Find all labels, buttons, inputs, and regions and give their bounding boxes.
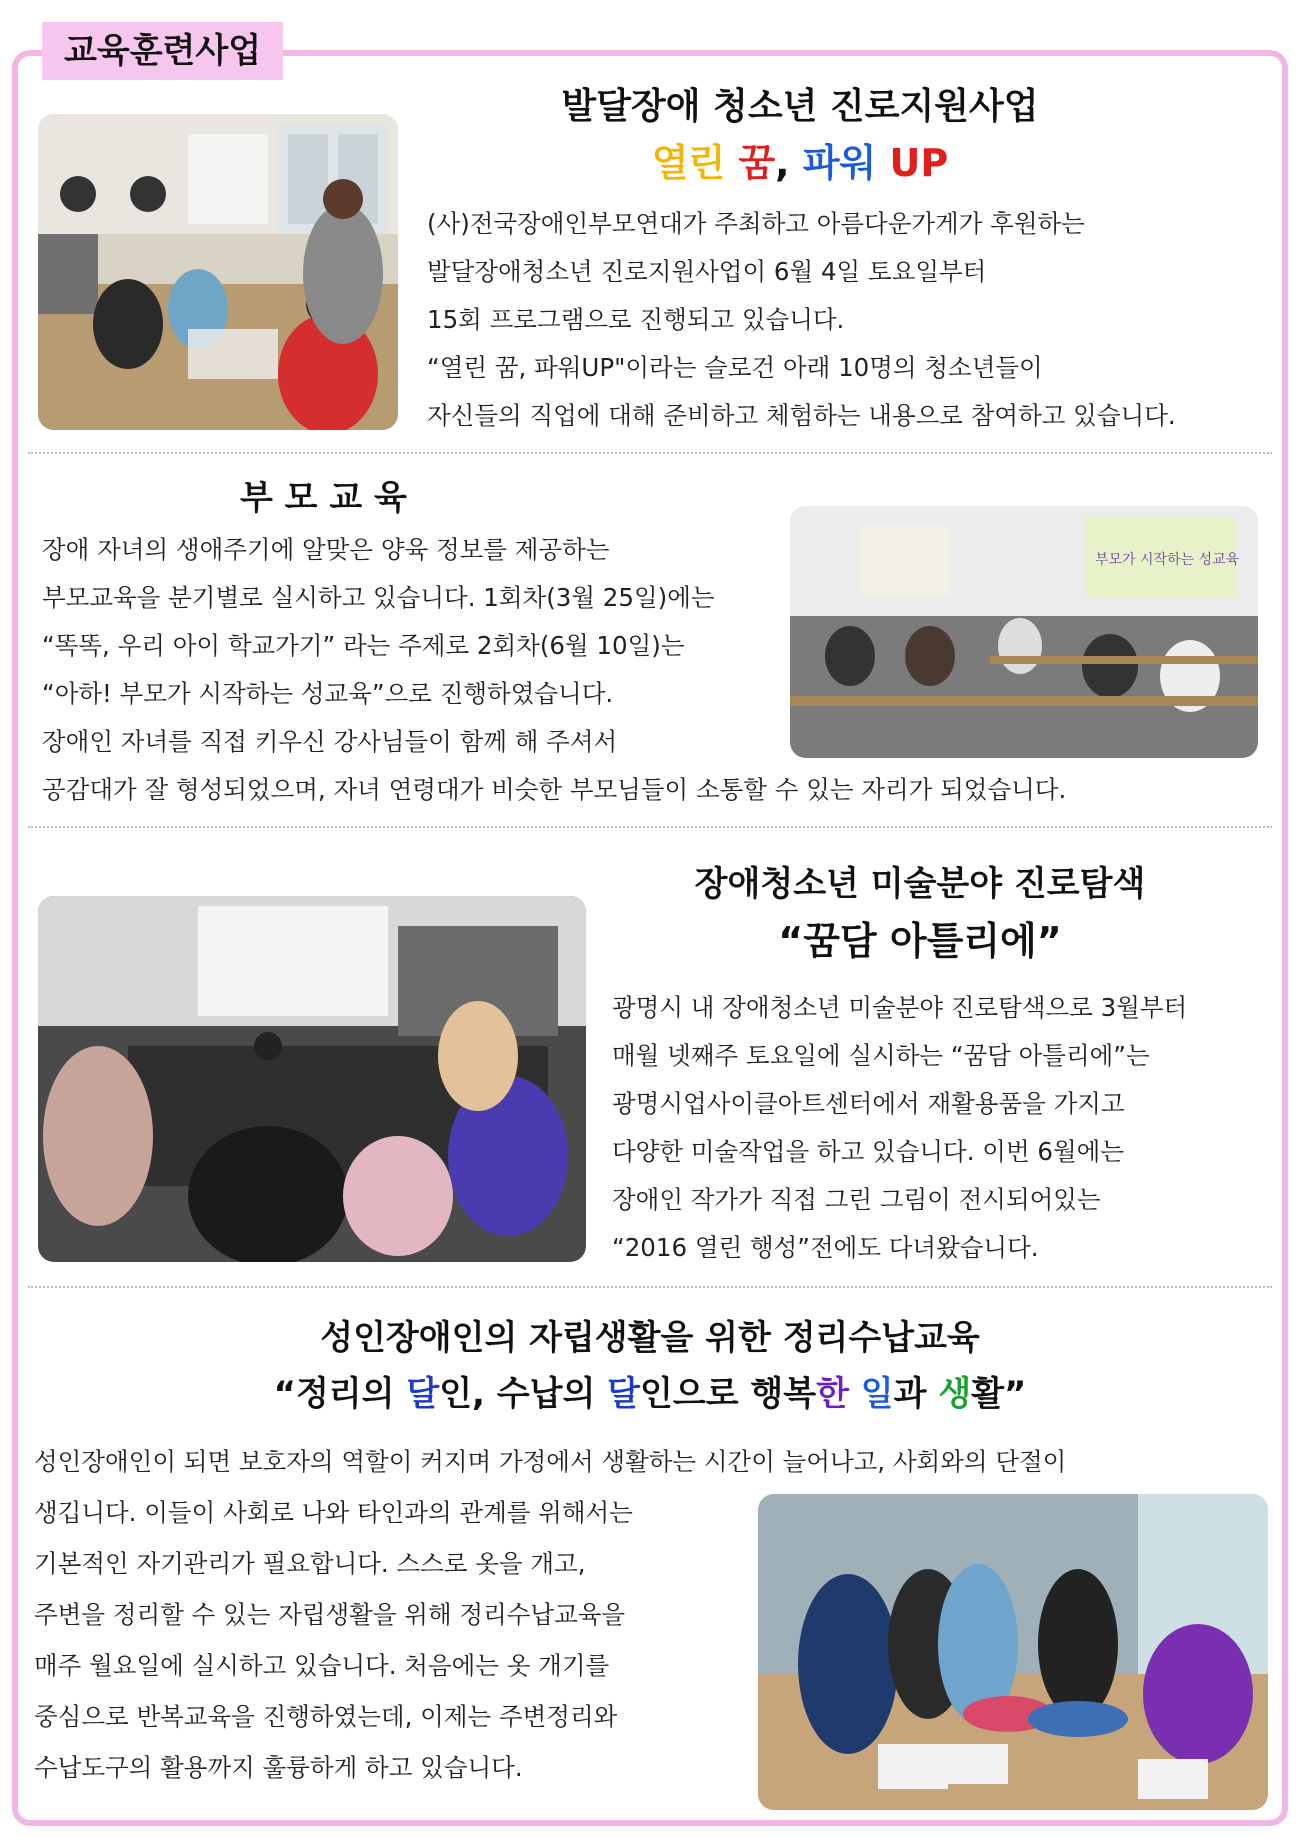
section-divider xyxy=(28,452,1272,454)
body-line: 장애인 작가가 직접 그린 그림이 전시되어있는 xyxy=(612,1185,1101,1214)
subtitle-part: “정리의 xyxy=(273,1374,407,1414)
body-line: 부모교육을 분기별로 실시하고 있습니다. 1회차(3월 25일)에는 xyxy=(42,583,715,612)
body-line: 매주 월요일에 실시하고 있습니다. 처음에는 옷 개기를 xyxy=(34,1651,610,1680)
section1-subtitle xyxy=(440,132,1160,187)
subtitle-part: 달 xyxy=(607,1374,641,1414)
body-line: 기본적인 자기관리가 필요합니다. 스스로 옷을 개고, xyxy=(34,1549,586,1578)
body-line: “열린 꿈, 파워UP"이라는 슬로건 아래 10명의 청소년들이 xyxy=(427,353,1043,382)
subtitle-part: , xyxy=(775,141,803,185)
section4-subtitle xyxy=(30,1366,1270,1415)
subtitle-part: 한 xyxy=(816,1374,849,1414)
body-line: “똑똑, 우리 아이 학교가기” 라는 주제로 2회차(6월 10일)는 xyxy=(42,631,685,660)
section2-title: 부 모 교 육 xyxy=(240,478,407,518)
section3-title: 장애청소년 미술분야 진로탐색 xyxy=(694,864,1146,904)
body-line: 공감대가 잘 형성되었으며, 자녀 연령대가 비슷한 부모님들이 소통할 수 있는 자리가 되었습니다. xyxy=(42,775,1067,804)
section1-title: 발달장애 청소년 진로지원사업 xyxy=(561,86,1039,127)
body-line: 수납도구의 활용까지 훌륭하게 하고 있습니다. xyxy=(34,1753,523,1782)
body-line: 주변을 정리할 수 있는 자립생활을 위해 정리수납교육을 xyxy=(34,1600,626,1629)
body-line: 장애인 자녀를 직접 키우신 강사님들이 함께 해 주셔서 xyxy=(42,727,618,756)
subtitle-part: 꿈 xyxy=(738,141,776,185)
subtitle-part: 파워 xyxy=(802,141,877,185)
subtitle-part: 달 xyxy=(406,1374,440,1414)
body-line: 생깁니다. 이들이 사회로 나와 타인과의 관계를 위해서는 xyxy=(34,1498,633,1527)
body-line: “2016 열린 행성”전에도 다녀왔습니다. xyxy=(612,1233,1039,1262)
body-line: 발달장애청소년 진로지원사업이 6월 4일 토요일부터 xyxy=(427,257,987,286)
section3-subtitle: “꿈담 아틀리에” xyxy=(778,919,1062,963)
body-line: 15회 프로그램으로 진행되고 있습니다. xyxy=(427,305,845,334)
subtitle-part: 인으로 행복 xyxy=(640,1374,817,1414)
subtitle-part: 활” xyxy=(971,1374,1027,1414)
body-line: 광명시업사이클아트센터에서 재활용품을 가지고 xyxy=(612,1089,1125,1118)
section-divider xyxy=(28,826,1272,828)
section-divider xyxy=(28,1286,1272,1288)
section4-body xyxy=(34,1436,1066,1793)
body-line: 매월 넷째주 토요일에 실시하는 “꿈담 아틀리에”는 xyxy=(612,1041,1150,1070)
subtitle-part: 인, 수납의 xyxy=(439,1374,608,1414)
photo-youth-career-class xyxy=(38,114,398,430)
body-line: 중심으로 반복교육을 진행하였는데, 이제는 주변정리와 xyxy=(34,1702,618,1731)
subtitle-part: 열린 xyxy=(651,141,726,185)
subtitle-part: UP xyxy=(876,141,949,185)
section-header-tab: 교육훈련사업 xyxy=(42,22,283,80)
body-line: (사)전국장애인부모연대가 주최하고 아름다운가게가 후원하는 xyxy=(427,209,1085,238)
section4-title: 성인장애인의 자립생활을 위한 정리수납교육 xyxy=(320,1318,980,1358)
subtitle-part: 과 xyxy=(893,1374,939,1414)
body-line: 다양한 미술작업을 하고 있습니다. 이번 6월에는 xyxy=(612,1137,1124,1166)
body-line: “아하! 부모가 시작하는 성교육”으로 진행하였습니다. xyxy=(42,679,614,708)
section2-body xyxy=(42,526,1066,814)
subtitle-part: 일 xyxy=(860,1374,894,1414)
body-line: 성인장애인이 되면 보호자의 역할이 커지며 가정에서 생활하는 시간이 늘어나고, 사회와의 단절이 xyxy=(34,1447,1067,1476)
banner-text: 부모가 시작하는 성교육 xyxy=(1095,552,1240,568)
section1-body xyxy=(427,200,1176,440)
subtitle-part xyxy=(849,1374,861,1414)
body-line: 광명시 내 장애청소년 미술분야 진로탐색으로 3월부터 xyxy=(612,993,1188,1022)
photo-art-atelier xyxy=(38,896,586,1262)
body-line: 장애 자녀의 생애주기에 알맞은 양육 정보를 제공하는 xyxy=(42,535,610,564)
subtitle-part: 생 xyxy=(938,1374,972,1414)
section3-body xyxy=(612,984,1187,1272)
body-line: 자신들의 직업에 대해 준비하고 체험하는 내용으로 참여하고 있습니다. xyxy=(427,401,1176,430)
